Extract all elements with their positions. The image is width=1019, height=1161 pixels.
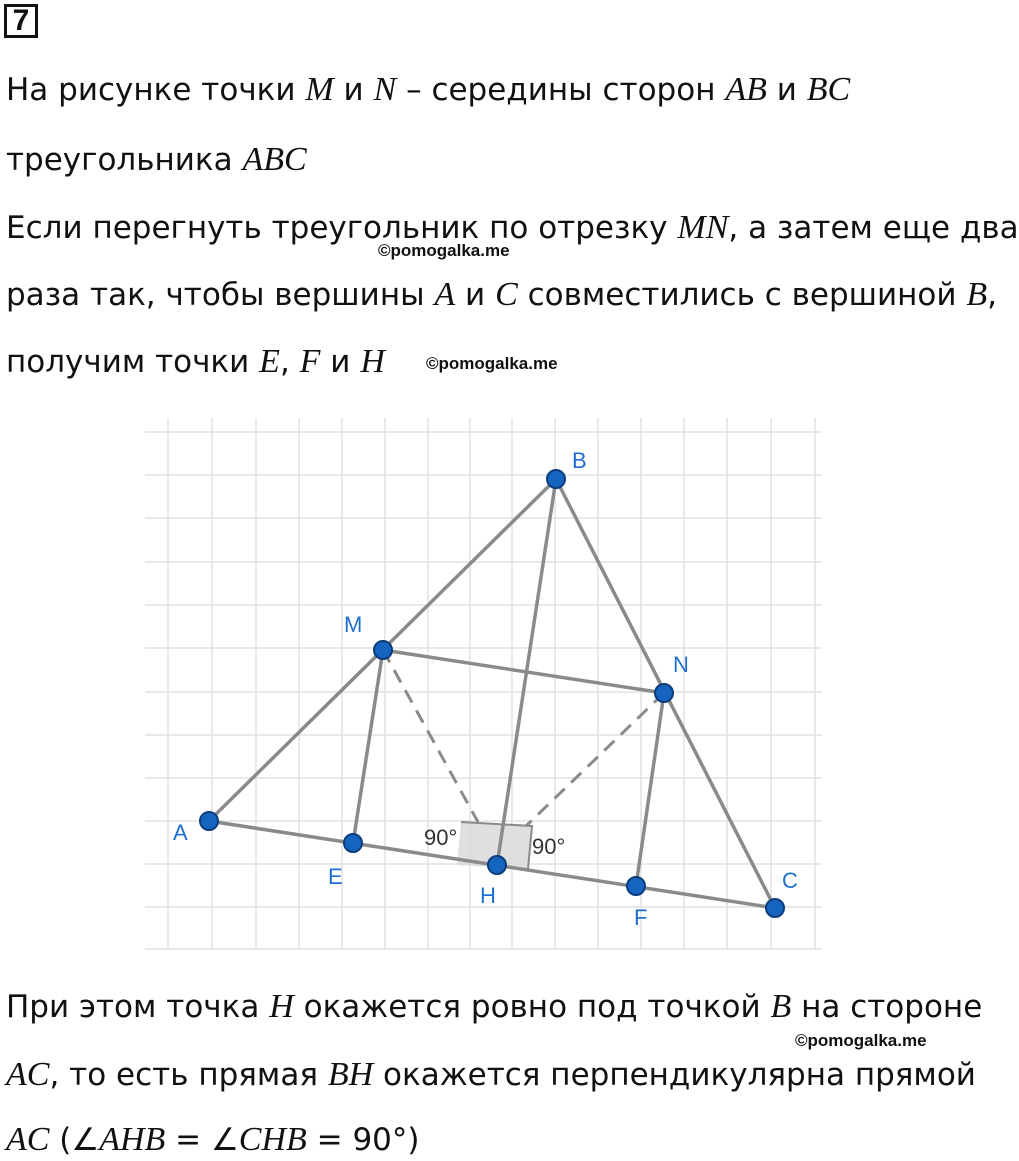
- point-c: [766, 899, 784, 917]
- segment-nf: [636, 693, 664, 886]
- text-line-1: На рисунке точки M и N – середины сторон AB и BC: [6, 71, 851, 108]
- text-line-4: раза так, чтобы вершины A и C совместились с вершиной B,: [6, 276, 998, 313]
- label-b: B: [572, 448, 587, 473]
- label-e: E: [328, 864, 343, 889]
- angle-label-left: 90°: [424, 825, 458, 850]
- point-e: [344, 834, 362, 852]
- watermark: ©pomogalka.me: [378, 241, 510, 260]
- fold-line-mh: [383, 650, 478, 822]
- label-h: H: [480, 883, 496, 908]
- text-line-6: При этом точка H окажется ровно под точкой B на стороне: [6, 988, 983, 1025]
- label-f: F: [634, 905, 648, 930]
- label-c: C: [782, 868, 798, 893]
- fold-line-nh: [526, 693, 664, 826]
- point-f: [627, 877, 645, 895]
- point-a: [200, 812, 218, 830]
- point-m: [374, 641, 392, 659]
- watermark: ©pomogalka.me: [426, 354, 558, 373]
- text-line-7: AC, то есть прямая BH окажется перпендикулярна прямой: [6, 1056, 976, 1093]
- watermark: ©pomogalka.me: [795, 1031, 927, 1050]
- problem-number: 7: [4, 4, 38, 38]
- segment-me: [353, 650, 383, 843]
- point-n: [655, 684, 673, 702]
- label-n: N: [673, 652, 689, 677]
- point-b: [547, 470, 565, 488]
- point-h: [488, 856, 506, 874]
- angle-label-right: 90°: [532, 834, 566, 859]
- label-m: M: [344, 612, 363, 637]
- text-line-3: Если перегнуть треугольник по отрезку MN, а затем еще два: [6, 209, 1019, 246]
- grid: [145, 418, 822, 950]
- text-line-5: получим точки E, F и H: [6, 343, 385, 380]
- text-line-2: треугольника ABC: [6, 141, 307, 178]
- label-a: A: [173, 820, 188, 845]
- text-line-8: AC (∠AHB = ∠CHB = 90°): [6, 1121, 420, 1158]
